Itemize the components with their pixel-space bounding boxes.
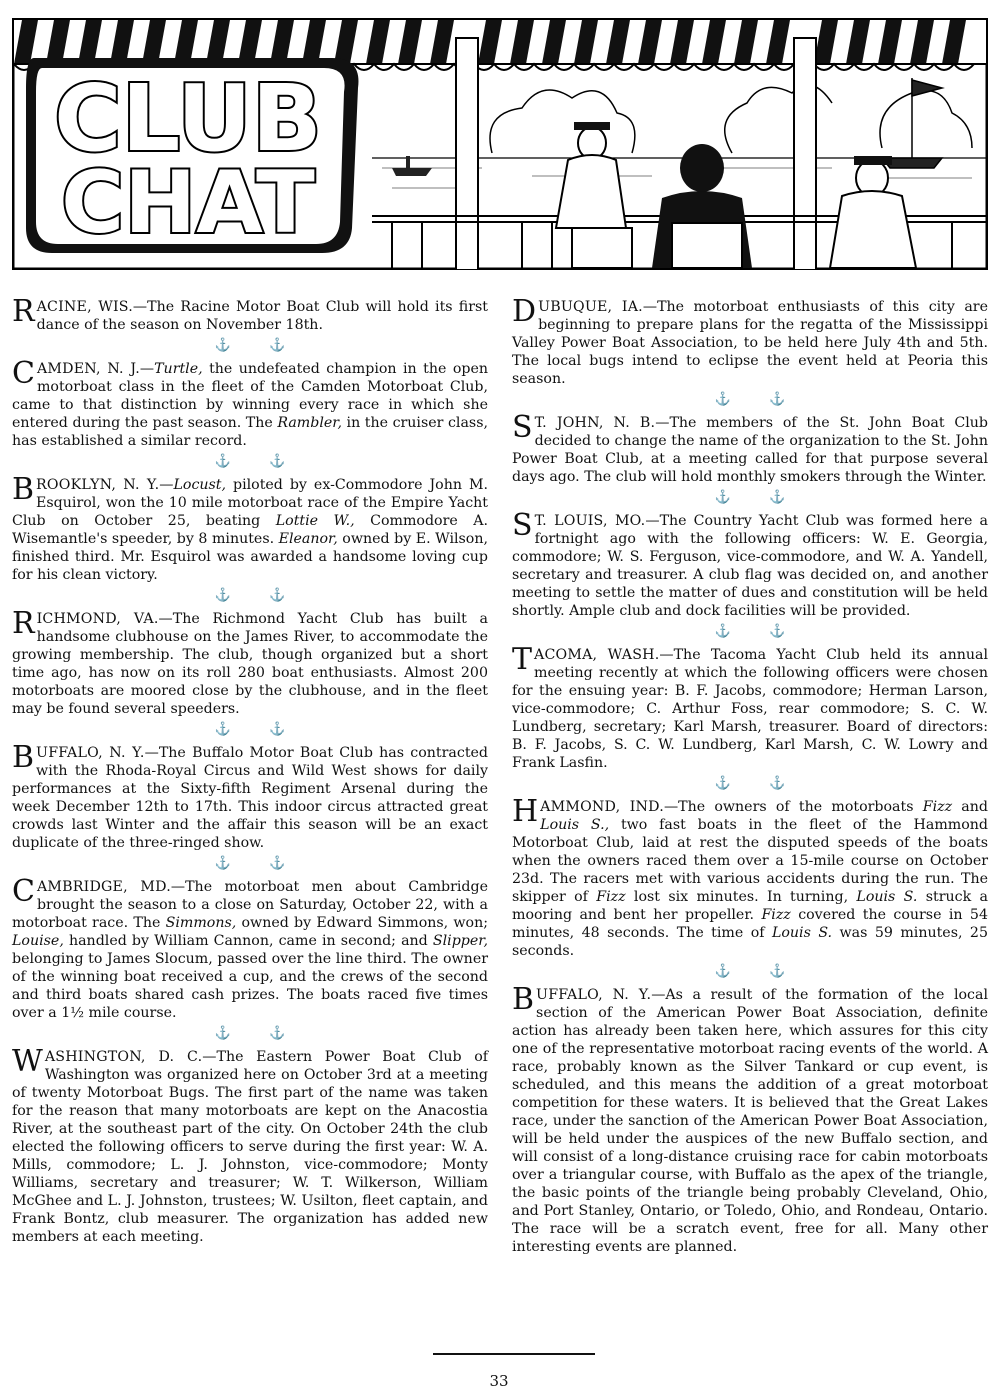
dateline: AMMOND, IND. <box>540 799 664 815</box>
item-body: —The Tacoma Yacht Club held its annual meeting recently at which the following officers were chosen for the ensuing year: B. F. Jacobs, commodore; Herman Larson, vice-commodore; C. Arthur Foss, rear commodore; S. C. W. Lundberg, secretary; Karl Marsh, treasurer. Board of directors: B. F. Jacobs, S. C. W. Lundberg, Karl Marsh, C. W. Lowry and Frank Lasfin. <box>512 647 988 771</box>
anchor-separator: ⚓ ⚓ <box>214 338 286 353</box>
drop-cap: B <box>12 472 35 507</box>
news-item <box>12 294 488 334</box>
anchor-separator: ⚓ ⚓ <box>214 1026 286 1041</box>
dateline: UFFALO, N. Y. <box>536 987 652 1003</box>
boat-name: Eleanor, <box>278 531 338 547</box>
item-body: —The Racine Motor Boat Club will hold its first dance of the season on November 18th. <box>36 299 488 333</box>
item-body: and <box>952 799 988 815</box>
dateline: ROOKLYN, N. Y. <box>36 477 160 493</box>
item-body: struck a mooring and bent her propeller. <box>512 889 988 923</box>
right-column <box>512 294 988 1256</box>
boat-name: Slipper, <box>432 933 488 949</box>
page-number: 33 <box>489 1372 509 1390</box>
item-body: handled by William Cannon, came in second; and <box>63 933 433 949</box>
item-body: was 59 minutes, 25 seconds. <box>512 925 988 959</box>
title-shield <box>26 58 358 253</box>
item-body: —As a result of the formation of the local section of the American Power Boat Association, definite action has already been taken here, which assures for this city one of the representative motorboat racing events of the world. A race, probably known as the Silver Tankard or cup event, is scheduled, and this means the addition of a great motorboat competition for these waters. It is believed that the Great Lakes race, under the sanction of the American Power Boat Association, will be held under the auspices of the new Buffalo section, and will consist of a long-distance cruising race for cabin motorboats over a triangular course, with Buffalo as the apex of the triangle, the basic points of the triangle being probably Cleveland, Ohio, and Port Stanley, Ontario, or Toledo, Ohio, and Rondeau, Ontario. The race will be a scratch event, free for all. Many other interesting events are planned. <box>512 987 988 1255</box>
boat-name: Fizz <box>761 907 791 923</box>
item-body: belonging to James Slocum, passed over the line third. The owner of the winning boat received a cup, and the crews of the second and third boats shared cash prizes. The boats raced five times over a 1½ mile course. <box>12 951 488 1021</box>
dateline: AMDEN, N. J. <box>36 361 140 377</box>
anchor-separator: ⚓ ⚓ <box>714 392 786 407</box>
item-body: — <box>159 477 174 493</box>
dateline: ACINE, WIS. <box>36 299 133 315</box>
drop-cap: B <box>512 982 535 1017</box>
drop-cap: C <box>12 356 35 391</box>
item-body: lost six minutes. In turning, <box>625 889 857 905</box>
drop-cap: W <box>12 1044 43 1079</box>
club-chat-banner-art <box>12 18 988 270</box>
footer-rule <box>433 1353 595 1355</box>
dateline: T. JOHN, N. B. <box>534 415 656 431</box>
drop-cap: H <box>512 794 539 829</box>
dateline: T. LOUIS, MO. <box>534 513 646 529</box>
item-body: —The Buffalo Motor Boat Club has contracted with the Rhoda-Royal Circus and Wild West shows for daily performances at the Sixty-fifth Regiment Arsenal during the week December 12th to 17th. This indoor circus attracted great crowds last Winter and the affair this season will be an exact duplicate of the three-ringed show. <box>12 745 489 851</box>
news-item <box>512 642 988 772</box>
news-item <box>12 606 489 718</box>
anchor-separator: ⚓ ⚓ <box>714 624 786 639</box>
header-illustration <box>12 18 988 270</box>
item-body: in the cruiser class, has established a similar record. <box>12 415 488 449</box>
dateline: AMBRIDGE, MD. <box>36 879 171 895</box>
item-body: two fast boats in the fleet of the Hammond Motorboat Club, laid at rest the disputed speeds of the boats when the owners raced them over a 15-mile course on October 23d. The racers met with various accidents during the run. The skipper of <box>512 817 988 905</box>
item-body: —The Richmond Yacht Club has built a handsome clubhouse on the James River, to accommodate the growing membership. The club, though organized but a short time ago, has now on its roll 280 boat enthusiasts. Almost 200 motorboats are moored close by the clubhouse, and in the fleet may be found several speeders. <box>12 611 489 717</box>
item-body: —The owners of the motorboats <box>663 799 923 815</box>
boat-name: Locust, <box>173 477 227 493</box>
boat-name: Fizz <box>922 799 953 815</box>
boat-name: Louis S., <box>540 817 610 833</box>
anchor-separator: ⚓ ⚓ <box>714 490 786 505</box>
news-item <box>512 794 988 960</box>
drop-cap: T <box>512 642 533 677</box>
dateline: ACOMA, WASH. <box>534 647 660 663</box>
boat-name: Lottie W., <box>275 513 355 529</box>
item-body: —The motorboat men about Cambridge brought the season to a close on Saturday, October 22, with a motorboat race. The <box>12 879 488 931</box>
drop-cap: S <box>512 410 533 445</box>
news-item <box>12 874 489 1022</box>
drop-cap: C <box>12 874 35 909</box>
news-item <box>512 508 988 620</box>
drop-cap: R <box>12 294 35 329</box>
boat-name: Louis S. <box>771 925 833 941</box>
news-item <box>512 982 988 1256</box>
dateline: ICHMOND, VA. <box>36 611 159 627</box>
drop-cap: D <box>512 294 537 329</box>
anchor-separator: ⚓ ⚓ <box>214 856 286 871</box>
item-body: the undefeated champion in the open motorboat class in the fleet of the Camden Motorboat Club, came to that distinction by winning every race in which she entered during the past season. The <box>12 361 488 431</box>
boat-name: Turtle, <box>154 361 203 377</box>
anchor-separator: ⚓ ⚓ <box>714 776 786 791</box>
anchor-separator: ⚓ ⚓ <box>214 588 286 603</box>
left-column <box>12 294 489 1246</box>
news-item <box>12 472 488 584</box>
dateline: UFFALO, N. Y. <box>36 745 145 761</box>
item-body: — <box>139 361 155 377</box>
news-item <box>12 356 488 450</box>
drop-cap: R <box>12 606 35 641</box>
item-body: owned by Edward Simmons, won; <box>236 915 489 931</box>
boat-name: Simmons, <box>165 915 237 931</box>
item-body: owned by E. Wilson, finished third. Mr. Esquirol was awarded a handsome loving cup for his clean victory. <box>12 531 488 583</box>
item-body: —The motorboat enthusiasts of this city are beginning to prepare plans for the regatta of the Mississippi Valley Power Boat Association, to be held here July 4th and 5th. The local bugs intend to eclipse the event held at Peoria this season. <box>512 299 988 387</box>
item-body: piloted by ex-Commodore John M. Esquirol, won the 10 mile motorboat race of the Empire Yacht Club on October 25, beating <box>12 477 488 529</box>
item-body: —The Country Yacht Club was formed here a fortnight ago with the following officers: W. E. Georgia, commodore; W. S. Ferguson, vice-commodore, and W. A. Yandell, secretary and treasurer. A club flag was decided on, and another meeting to settle the matter of dues and constitution will be held shortly. Ample club and dock facilities will be provided. <box>512 513 988 619</box>
banner-title-line1: CLUB <box>54 65 322 172</box>
drop-cap: S <box>512 508 533 543</box>
dateline: ASHINGTON, D. C. <box>44 1049 203 1065</box>
item-body: —The Eastern Power Boat Club of Washington was organized here on October 3rd at a meeting of twenty Motorboat Bugs. The first part of the name was taken for the reason that many motorboats are kept on the Anacostia River, at the southeast part of the city. On October 24th the club elected the following officers to serve during the first year: W. A. Mills, commodore; L. J. Johnston, vice-commodore; Monty Williams, secretary and treasurer; W. T. Wilkerson, William McGhee and L. J. Johnston, trustees; W. Usilton, fleet captain, and Frank Bontz, club measurer. The organization has added new members at each meeting. <box>12 1049 488 1245</box>
news-item <box>512 294 988 388</box>
dateline: UBUQUE, IA. <box>538 299 643 315</box>
news-item <box>12 1044 488 1246</box>
anchor-separator: ⚓ ⚓ <box>214 722 286 737</box>
banner-title-line2: CHAT <box>61 153 315 253</box>
item-body: —The members of the St. John Boat Club decided to change the name of the organization to the St. John Power Boat Club, at a meeting called for that purpose several days ago. The club will hold monthly smokers through the Winter. <box>512 415 988 485</box>
boat-name: Rambler, <box>277 415 342 431</box>
boat-name: Louis S. <box>856 889 918 905</box>
anchor-separator: ⚓ ⚓ <box>714 964 786 979</box>
anchor-separator: ⚓ ⚓ <box>214 454 286 469</box>
boat-name: Fizz <box>596 889 626 905</box>
news-item <box>12 740 489 852</box>
boat-name: Louise, <box>12 933 64 949</box>
drop-cap: B <box>12 740 35 775</box>
item-body: covered the course in 54 minutes, 48 seconds. The time of <box>512 907 988 941</box>
item-body: Commodore A. Wisemantle's speeder, by 8 minutes. <box>12 513 488 547</box>
news-item <box>512 410 988 486</box>
